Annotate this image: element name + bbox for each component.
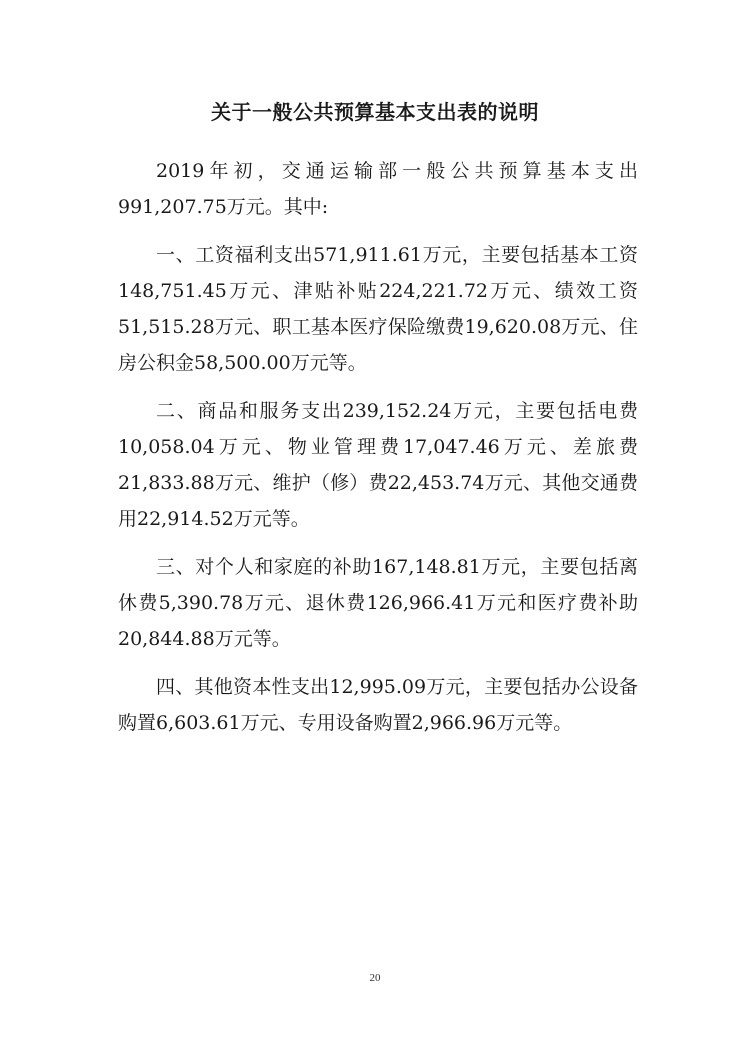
document-body: [118, 153, 638, 753]
paragraph-salary-welfare: 一、工资福利支出571,911.61万元，主要包括基本工资148,751.45万元、津贴补贴224,221.72万元、绩效工资51,515.28万元、职工基本医疗保险缴费19,620.08万元、住房公积金58,500.00万元等。: [118, 244, 638, 374]
paragraph-intro: 2019年初，交通运输部一般公共预算基本支出991,207.75万元。其中:: [118, 160, 638, 218]
paragraph-individual-subsidy: 三、对个人和家庭的补助167,148.81万元，主要包括离休费5,390.78万元、退休费126,966.41万元和医疗费补助20,844.88万元等。: [118, 556, 638, 650]
page-number: 20: [369, 972, 381, 984]
paragraph-capital-expenditure: 四、其他资本性支出12,995.09万元，主要包括办公设备购置6,603.61万元、专用设备购置2,966.96万元等。: [118, 676, 638, 734]
document-title: 关于一般公共预算基本支出表的说明: [211, 100, 539, 124]
paragraph-goods-services: 二、商品和服务支出239,152.24万元，主要包括电费10,058.04万元、物业管理费17,047.46万元、差旅费21,833.88万元、维护（修）费22,453.74万元、其他交通费用22,914.52万元等。: [118, 400, 638, 530]
